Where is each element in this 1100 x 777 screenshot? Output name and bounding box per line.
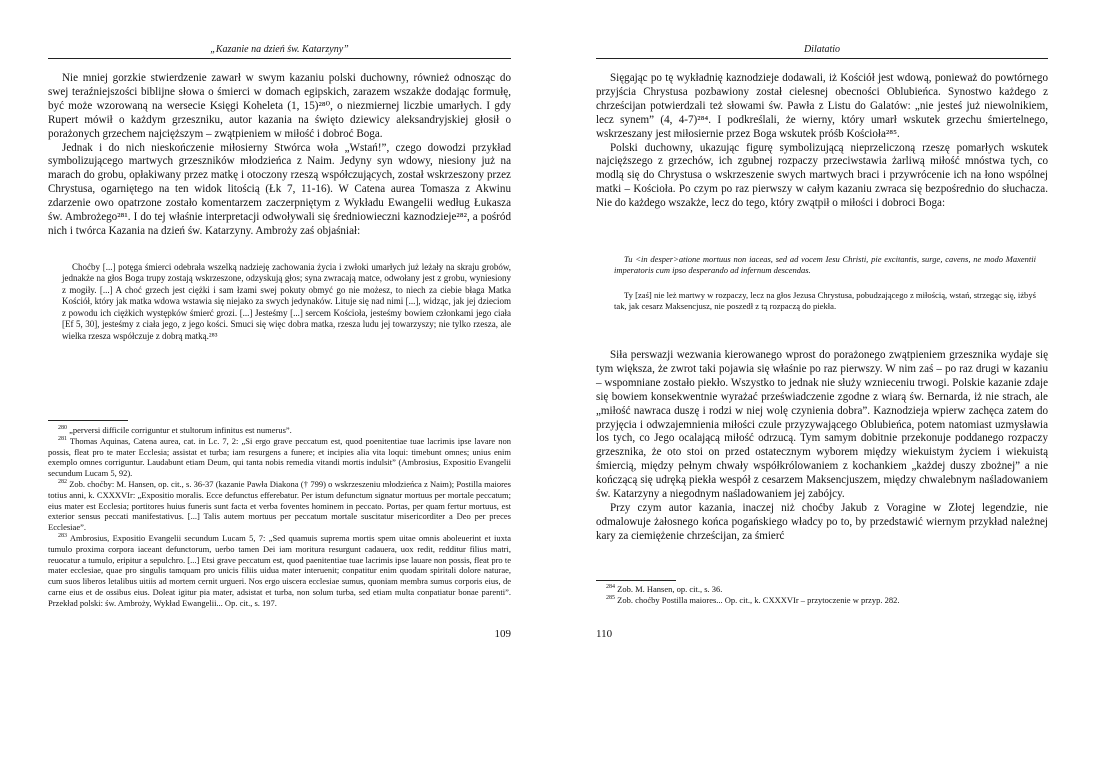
right-footnotes [596,584,1048,606]
footnote-rule-left [48,420,128,421]
left-footnotes [48,425,511,609]
right-page [596,0,1048,777]
page-number-right: 110 [596,628,613,640]
footnote-282: $^{282}$ Zob. choćby: M. Hansen, op. cit., s. 36-37 (kazanie Pawła Diakona († 799) o wskrzeszeniu młodzieńca z Naim); Postilla maiores totius anni, k. CXXXVIr: „Expositio moralis. Ecce defunctus efferebatur. Per istum defunctum signatur mortuus per mortale peccatum; eius mater est Ecclesia; portitores huius funeris sunt facta et verba foventes hominem in peccato. Portas, per quam fertur mortuus, est exterior sensus peccati manifestativus. [...] Talis autem mortuus per peccatum mortale suscitatur misericorditer a Deo per preces Ecclesiae”. [48,478,511,533]
translation-quote: Ty [zaś] nie leż martwy w rozpaczy, lecz na głos Jezusa Chrystusa, pobudzającego z miłością, wstań, strzegąc się, iżbyś tak, jak cesarz Maksencjusz, nie poszedł z tą rozpaczą do piekła. [614,290,1036,311]
header-rule-left [48,58,511,59]
right-paragraph-2: Polski duchowny, ukazując figurę symbolizującą nieprzeliczoną rzeszę pomarłych wskutek najcięższego z grzechów, ich zgubnej rozpaczy przeciwstawia żarliwą miłość mnóstwa tych, co modlą się do Chrystusa o wskrzeszenie swych martwych braci i przywrócenie ich na łono wspólnej matki – Kościoła. Po czym po raz pierwszy w całym kazaniu zwraca się bezpośrednio do słuchacza. Nie do każdego wszakże, lecz do tego, który zwątpił o miłości i dobroci Boga: [596,141,1048,210]
left-paragraph-1: Nie mniej gorzkie stwierdzenie zawarł w swym kazaniu polski duchowny, również odnosząc do swej teraźniejszości biblijne słowa o śmierci w domach egipskich, zarazem wszakże dodając formułę, być może wzorowaną na wersecie Księgi Koheleta (1, 15)²⁸⁰, o niezmiernej liczbie umarłych. I gdy Rupert mówił o każdym grzeszniku, autor kazania na święto dziewicy aleksandryjskiej głosił o porażonych grzechem najcięższym – zwątpieniem w miłość i dobroć Boga. [48,72,511,140]
right-body-text-bottom [596,349,1048,544]
ambrose-block-quote [62,262,511,342]
left-body-text [48,72,511,239]
right-paragraph-3: Siła perswazji wezwania kierowanego wprost do porażonego zwątpieniem grzesznika wydaje się tym większa, że zwrot taki pojawia się właśnie po raz pierwszy. W nim zaś – po raz drugi w kazaniu – wspomniane zostało piekło. Wszystko to jednak nie służy wznieceniu trwogi. Polskie kazanie zdaje się bowiem konsekwentnie wyrażać przeświadczenie zgodne z wiarą św. Bernarda, iż nie strach, ale „miłość nawraca duszę i rodzi w niej wolę czynienia dobra”. Kaznodzieja wpierw zachęca zatem do przyjęcia i odwzajemnienia miłości czule przyzywającego Oblubieńca, potem natomiast uzmysławia los tych, co Jego ocalającą miłość odrzucą. Tym samym dobitnie przekonuje poddanego rozpaczy grzesznika, że oto stoi on przed ostatecznym wyborem między wiekuistym życiem i wiekuistą śmiercią, między pełnym chwały współkrólowaniem z kochankiem „każdej duszy zbożnej” a nie kończącą się udręką piekła wespół z cesarzem Maksencjuszem, między chwalebnym naśladowaniem św. Katarzyny a niegodnym naśladowaniem jej zabójcy. [596,349,1048,501]
right-body-text-top [596,72,1048,211]
right-paragraph-1: Sięgając po tę wykładnię kaznodzieje dodawali, iż Kościół jest wdową, ponieważ do powtórnego przyjścia Chrystusa pozbawiony został cielesnej obecności Oblubieńca. Synostwo każdego z chrześcijan potwierdzali też słowami św. Pawła z Listu do Galatów: „nie jesteś już niewolnikiem, lecz synem” (4, 4-7)²⁸⁴. I podkreślali, że wierny, który umarł wskutek grzechu śmiertelnego, wskrzeszany jest miłosiernie przez Boga wskutek próśb Kościoła²⁸⁵. [596,72,1048,140]
footnote-284: $^{284}$ Zob. M. Hansen, op. cit., s. 36. [606,584,723,594]
footnote-283: $^{283}$ Ambrosius, Expositio Evangelii secundum Lucam 5, 7: „Sed quamuis suprema mortis spem uitae omnis aboleuerint et iuxta tumulo proxima corpora iaceant defunctorum, uerbo tamen Dei iam moritura resurgunt cadauera, uox redit, redditur filius matri, reuocatur a tumulo, eripitur a sepulchro. [...] Etsi grave peccatum est, quod paenitentiae tuae lacrimis ipse lauare non possis, fleat pro te mater ecclesiae, quae pro singulis tamquam pro unicis filiis uidua mater interuenit; conpatitur enim quodam spiritali dolore naturae, cum suos liberos letalibus uitiis ad mortem cernit urgueri. Nos ergo uiscera ecclesiae sumus, quoniam membra sumus corporis eius, de carne eius et de ossibus eius. Doleat igitur pia mater, adsistat et turba, non solum turba, sed etiam multa conpatiatur bonae parenti”. Przekład polski: św. Ambroży, Wykład Ewangelii... Op. cit., s. 197. [48,532,512,608]
footnote-rule-right [596,580,676,581]
right-paragraph-4: Przy czym autor kazania, inaczej niż choćby Jakub z Voragine w Złotej legendzie, nie odmalowuje żałosnego końca pogańskiego władcy po to, by przedstawić wiernym przykład należnej kary za ciemiężenie chrześcijan, za śmierć [596,501,1048,542]
left-page [48,0,511,777]
running-head-right: Dilatatio [803,44,841,55]
running-head-left: „Kazanie na dzień św. Katarzyny” [210,44,349,55]
block-quote-text: Choćby [...] potęga śmierci odebrała wszelką nadzieję zachowania życia i zwłoki umarłych już leżały na skraju grobów, jednakże na głos Boga trupy zostają wskrzeszone, odzyskują głos; syna zwracają matce, odwołany jest z grobu, wyniesiony z mogiły. [...] A choć grzech jest ciężki i sam łzami swej pokuty obmyć go nie możesz, to niech za ciebie błaga Matka Kościół, który jak matka wdowa wstawia się niejako za swych jedynaków. Lituje się nad nimi [...], widząc, jak jej dzieciom z powodu ich ciężkich występków śmierć grozi. [...] Jesteśmy [...] sercem Kościoła, jesteśmy bowiem członkami jego ciała [Ef 5, 30], jesteśmy z ciała jego, z jego kości. Smuci się więc dobra matka, rzesza ludu jej towarzyszy; nie tylko rzesza, ale wielka rzesza współczuje z dobrą matką.²⁸³ [62,262,511,341]
footnote-285: $^{285}$ Zob. choćby Postilla maiores... Op. cit., k. CXXXVIr – przytoczenie w przyp. 282. [606,594,900,605]
page-number-left: 109 [494,628,511,640]
footnote-280: $^{280}$ „perversi difficile corriguntur et stultorum infinitus est numerus”. [58,425,292,435]
header-rule-right [596,58,1048,59]
footnote-281: $^{281}$ Thomas Aquinas, Catena aurea, cat. in Lc. 7, 2: „Si ergo grave peccatum est, quod poenitentiae tuae lacrimis ipse lavare non possis, fleat pro te mater Ecclesia; assistat et turba; iam resurgens a funere; et incipies alia vita loqui: timebunt omnes; unius enim exemplo omnes corriguntur. Laudabunt etiam Deum, qui tanta nobis remedia vitandi mortis indulsit” (Ambrosius, Expositio Evangelii secundum Lucam 5, 92). [48,435,511,479]
left-paragraph-2: Jednak i do nich nieskończenie miłosierny Stwórca woła „Wstań!”, czego dowodzi przykład symbolizującego martwych grzeszników młodzieńca z Naim. Jedyny syn wdowy, niesiony już na marach do grobu, opłakiwany przez matkę i otoczony rzeszą współczujących, został wskrzeszony przez Chrystusa, ogarniętego na ten widok litością (Łk 7, 11-16). W Catena aurea Tomasza z Akwinu zdarzenie owo opatrzone zostało komentarzem zaczerpniętym z Wykładu Ewangelii według Łukasza św. Ambrożego²⁸¹. I do tej właśnie interpretacji odwoływali się średniowieczni kaznodzieje²⁸², a pośród nich i twórca Kazania na dzień św. Katarzyny. Ambroży zaś objaśniał: [48,141,511,237]
latin-quote: Tu <in desper>atione mortuus non iaceas, sed ad vocem Iesu Christi, pie excitantis, surge, cavens, ne modo Maxentii imperatoris cum ipso desperando ad infernum descendas. [614,254,1036,275]
